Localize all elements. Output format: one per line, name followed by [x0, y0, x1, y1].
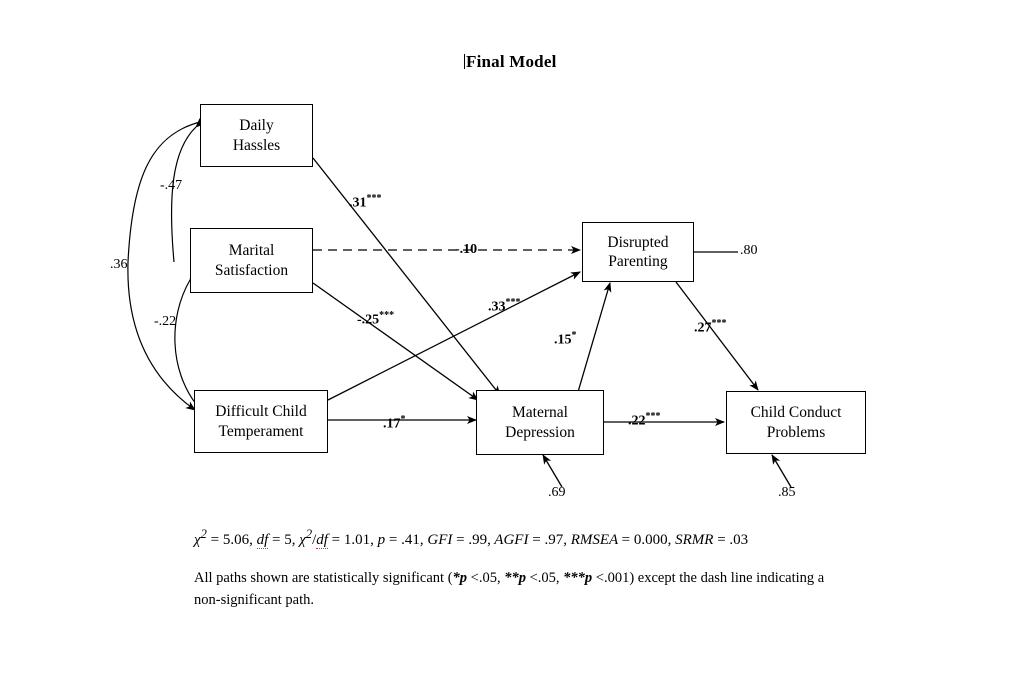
label-hassles-temperament-corr: .36	[110, 257, 128, 272]
label-depression-to-conduct: .22***	[628, 411, 661, 429]
note-sig1-val: <.05,	[467, 570, 505, 586]
label-hassles-to-depression: .31***	[349, 193, 382, 211]
fit-statistics: $\chi^2 = 5.06$, df = 5, $\chi^2/df = 1.01$, p = .41, GFI = .99, AGFI = .97, RMSEA = 0.000, SRMR = .03	[194, 527, 749, 548]
node-disrupted-parenting[interactable]	[582, 222, 694, 282]
note-line1-prefix: All paths shown are statistically significant (	[194, 570, 453, 586]
note-sig3-val: <.001	[592, 570, 630, 586]
text-cursor	[464, 54, 465, 69]
label-temperament-to-depression: .17*	[383, 414, 406, 432]
label-parenting-disturbance: .80	[740, 243, 758, 258]
significance-note	[194, 568, 854, 612]
note-line2: indicating a non-significant path.	[194, 570, 825, 608]
note-line1-suffix: ) except the dash line	[629, 570, 753, 586]
node-disrupted-parenting-label: Disrupted Parenting	[607, 233, 669, 270]
note-sig2-val: <.05,	[525, 570, 564, 586]
label-conduct-disturbance: .85	[778, 485, 796, 500]
label-parenting-to-conduct: .27***	[694, 318, 727, 336]
node-child-conduct-problems-label: Child Conduct Problems	[750, 404, 842, 441]
node-difficult-child-temperament-label: Difficult Child Temperament	[215, 403, 307, 440]
node-daily-hassles[interactable]	[200, 104, 313, 167]
page-title: Final Model	[466, 52, 557, 71]
node-marital-satisfaction-label: Marital Satisfaction	[214, 242, 289, 279]
note-sig1: *p	[452, 570, 468, 586]
node-marital-satisfaction[interactable]	[190, 228, 313, 293]
node-child-conduct-problems[interactable]	[726, 391, 866, 454]
label-depression-to-parenting: .15*	[554, 330, 577, 348]
label-marital-to-parenting: -.10	[455, 242, 478, 257]
node-daily-hassles-label: Daily Hassles	[232, 117, 281, 154]
label-marital-to-depression: -.25***	[357, 310, 395, 328]
label-marital-temperament-corr: -.22	[154, 314, 177, 329]
node-difficult-child-temperament[interactable]	[194, 390, 328, 453]
label-hassles-marital-corr: -.47	[160, 178, 183, 193]
note-sig3: ***p	[563, 570, 593, 586]
label-temperament-to-parenting: .33***	[488, 297, 521, 315]
note-sig2: **p	[504, 570, 526, 586]
node-maternal-depression[interactable]	[476, 390, 604, 455]
label-depression-disturbance: .69	[548, 485, 566, 500]
node-maternal-depression-label: Maternal Depression	[505, 404, 575, 441]
